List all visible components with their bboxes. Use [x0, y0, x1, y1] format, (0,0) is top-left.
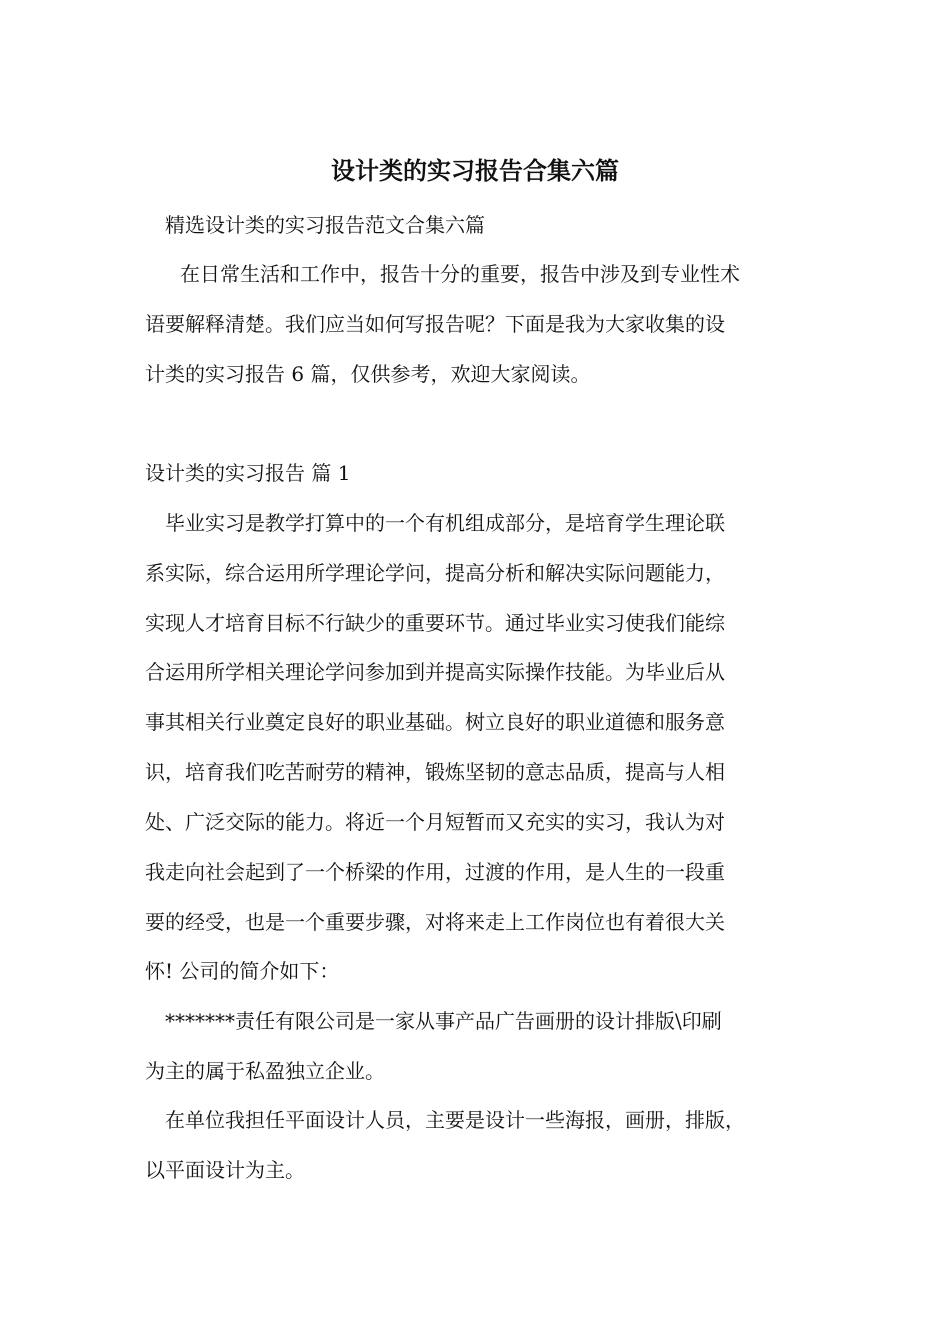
paragraph-line: 毕业实习是教学打算中的一个有机组成部分，是培育学生理论联: [165, 511, 725, 535]
paragraph-line: 以平面设计为主。: [145, 1158, 305, 1182]
paragraph-line: 处、广泛交际的能力。将近一个月短暂而又充实的实习，我认为对: [145, 810, 725, 834]
document-subtitle: 精选设计类的实习报告范文合集六篇: [165, 213, 485, 237]
intro-line: 在日常生活和工作中，报告十分的重要，报告中涉及到专业性术: [180, 262, 740, 286]
paragraph-line: 为主的属于私盈独立企业。: [145, 1059, 385, 1083]
paragraph-line: 要的经受，也是一个重要步骤，对将来走上工作岗位也有着很大关: [145, 910, 725, 934]
paragraph-line: 怀! 公司的简介如下：: [145, 959, 340, 983]
document-title: 设计类的实习报告合集六篇: [331, 157, 619, 185]
paragraph-line: 我走向社会起到了一个桥梁的作用，过渡的作用，是人生的一段重: [145, 860, 725, 884]
paragraph-line: 识，培育我们吃苦耐劳的精神，锻炼坚韧的意志品质，提高与人相: [145, 760, 725, 784]
paragraph-line: 合运用所学相关理论学问参加到并提高实际操作技能。为毕业后从: [145, 660, 725, 684]
section-heading: 设计类的实习报告 篇 1: [145, 461, 351, 485]
intro-line: 计类的实习报告 6 篇，仅供参考，欢迎大家阅读。: [145, 362, 591, 386]
paragraph-line: 事其相关行业奠定良好的职业基础。树立良好的职业道德和服务意: [145, 710, 725, 734]
paragraph-line: 在单位我担任平面设计人员，主要是设计一些海报，画册，排版，: [165, 1108, 745, 1132]
paragraph-line: 实现人才培育目标不行缺少的重要环节。通过毕业实习使我们能综: [145, 611, 725, 635]
paragraph-line: 系实际，综合运用所学理论学问，提高分析和解决实际问题能力，: [145, 561, 725, 585]
paragraph-line: *******责任有限公司是一家从事产品广告画册的设计排版\印刷: [165, 1009, 722, 1033]
intro-line: 语要解释清楚。我们应当如何写报告呢？下面是我为大家收集的设: [145, 312, 725, 336]
